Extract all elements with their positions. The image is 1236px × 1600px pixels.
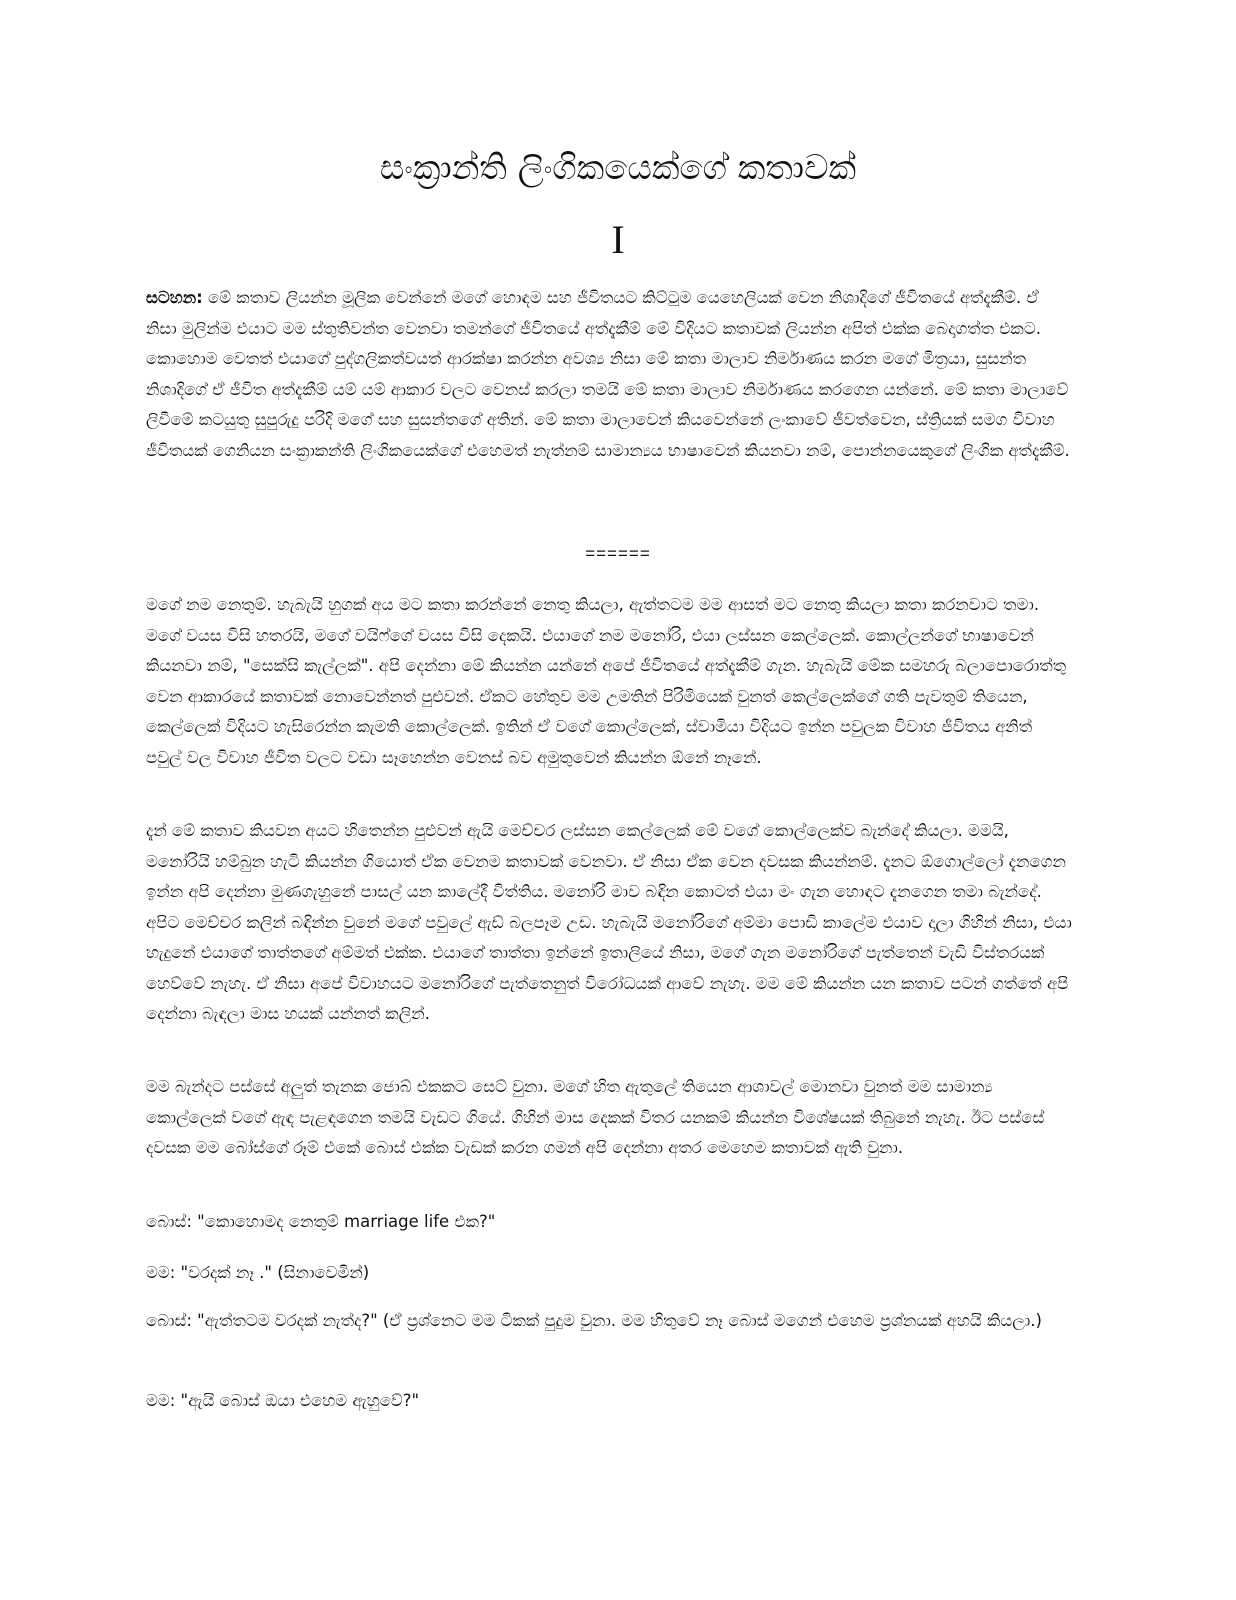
dialogue-line: මම: "ඇයි බොස් ඔයා එහෙම ඇහුවේ?": [146, 1391, 420, 1410]
author-note-text: මේ කතාව ලියන්න මූලික වෙන්නේ මගේ හොඳම සහ ජීවිතයට කිට්ටුම යෙහෙලියක් වෙන නිශාදිගේ ජීවිතයේ අත්දැකීම්. ඒ නිසා මුලින්ම එයාට මම ස්තුතිවන්ත වෙනවා තමන්ගේ ජීවිතයේ අත්දැකීම් මේ විදියට කතාවක් ලියන්න අපිත් එක්ක බෙදාගත්ත එකට. කොහොම වෙතත් එයාගේ පුද්ගලිකත්වයත් ආරක්ෂා කරන්න අවශ්‍ය නිසා මේ කතා මාලාව නිර්මාණය කරන මගේ මිත්‍රයා, සුසන්ත නිශාදිගේ ඒ ජීවිත අත්දැකීම් යම් යම් ආකාර වලට වෙනස් කරලා තමයි මේ කතා මාලාව නිර්මාණය කරගෙන යන්නේ. මේ කතා මාලාවේ ලිවීමේ කටයුතු සුපුරුදු පරිදි මගේ සහ සුසන්තගේ අතින්. මේ කතා මාලාවෙන් කියවෙන්නේ ලංකාවේ ජීවත්වෙන, ස්ත්‍රියක් සමග විවාහ ජීවිතයක් ගෙනියන සංක්‍රාකන්ති ලිංගිකයෙක්ගේ එහෙමත් නැත්නම් සාමාන්‍යය භාෂාවෙන් කියනවා නම්, පොන්නයෙකුගේ ලිංගික අත්දැකීම්.: [146, 288, 1070, 460]
story-paragraph: මම බැන්දට පස්සේ අලුත් තැනක ජොබ් එකකට සෙට් වුනා. මගේ හිත ඇතුලේ තියෙන ආශාවල් මොනවා වුනත් මම සාමාන්‍ය කොල්ලෙක් වගේ ඇඳ පැළඳගෙන තමයි වැඩට ගියේ. ගිහින් මාස දෙකක් විතර යනකම් කියන්න විශේෂයක් තිබුනේ නැහැ. ඊට පස්සේ දවසක මම බෝස්ගේ රූම් එකේ බොස් එක්ක වැඩක් කරන ගමන් අපි දෙන්නා අතර මෙහෙම කතාවක් ඇති වුනා.: [146, 1077, 1045, 1157]
story-paragraph: මගේ නම නෙතුම්. හැබැයි හුගක් අය මට කතා කරන්නේ නෙතු කියලා, ඇත්තටම මම ආසත් මට නෙතු කියලා කතා කරනවාට තමා. මගේ වයස විසි හතරයි, මගේ වයිෆ්ගේ වයස විසි දෙකයි. එයාගේ නම මනෝරි, එයා ලස්සන කෙල්ලෙක්. කොල්ලන්ගේ භාෂාවෙන් කියනවා නම්, "සෙක්සි කැල්ලක්". අපි දෙන්නා මේ කියන්න යන්නේ අපේ ජීවිතයේ අත්දැකීම් ගැන. හැබැයි මේක සමහරු බලාපොරොත්තු වෙන ආකාරයේ කතාවක් නොවෙන්නත් පුළුවන්. ඒකට හේතුව මම උමතින් පිරිමියෙක් වුනත් කෙල්ලෙක්ගේ ගති පැවතුම් තියෙන, කෙල්ලෙක් විදියට හැසිරෙන්න කැමති කොල්ලෙක්. ඉතින් ඒ වගේ කොල්ලෙක්, ස්වාමියා විදියට ඉන්න පවුලක විවාහ ජීවිතය අනිත් පවුල් වල විවාහ ජීවිත වලට වඩා සෑහෙන්න වෙනස් බව අමුතුවෙන් කියන්න ඕනේ නෑනේ.: [146, 595, 1067, 767]
dialogue-line: මම: "වරදක් නෑ ." (සිනාවෙමින්): [146, 1263, 370, 1282]
author-note: [146, 283, 1072, 466]
dialogue-line: බොස්: "කොහොමද නෙතුම් marriage life එක?": [146, 1212, 496, 1231]
author-note-label: සටහන:: [146, 288, 203, 307]
chapter-number: I: [611, 217, 625, 262]
story-paragraph: දැන් මේ කතාව කියවන අයට හිතෙන්න පුළුවන් ඇයි මෙච්චර ලස්සන කෙල්ලෙක් මේ වගේ කොල්ලෙක්ව බැන්දේ කියලා. මමයි, මනෝරියි හම්බුන හැටි කියන්න ගියොත් ඒක වෙනම කතාවක් වෙනවා. ඒ නිසා ඒක වෙන දවසක කියන්නම්. දැනට ඕගොල්ලෝ දැනගෙන ඉන්න අපි දෙන්නා මුණගැහුනේ පාසල් යන කාලේදී විත්තිය. මනෝරි මාව බඳින කොටත් එයා මං ගැන හොඳට දැනගෙන තමා බැන්දේ. අපිට මෙච්චර කලින් බඳින්න වුනේ මගේ පවුලේ ඇඩ් බලපෑම උඩ. හැබැයි මනෝරිගේ අම්මා පොඩි කාලේම එයාව දාලා ගිහින් නිසා, එයා හැදුනේ එයාගේ තාත්තගේ අම්මත් එක්ක. එයාගේ තාත්තා ඉන්නේ ඉතාලියේ නිසා, මගේ ගැන මනෝරිගේ පැත්තෙන් වැඩි විස්තරයක් හෙව්වේ නැහැ. ඒ නිසා අපේ විවාහයට මනෝරිගේ පැත්තෙනුත් විරෝධයක් ආවේ නැහැ. මම මේ කියන්න යන කතාව පටන් ගත්තේ අපි දෙන්නා බැඳලා මාස හයක් යන්නත් කලින්.: [146, 821, 1072, 1023]
dialogue-line: බොස්: "ඇත්තටම වරදක් නැත්ද?" (ඒ ප්‍රශ්නෙට මම ටිකක් පුදුම වුනා. මම හිතුවේ නෑ බොස් මගෙන් එහෙම ප්‍රශ්නයක් අහයි කියලා.): [146, 1311, 1042, 1330]
document-title: සංක්‍රාන්ති ලිංගිකයෙක්ගේ කතාවක්: [379, 148, 857, 188]
section-separator: ======: [585, 544, 651, 563]
